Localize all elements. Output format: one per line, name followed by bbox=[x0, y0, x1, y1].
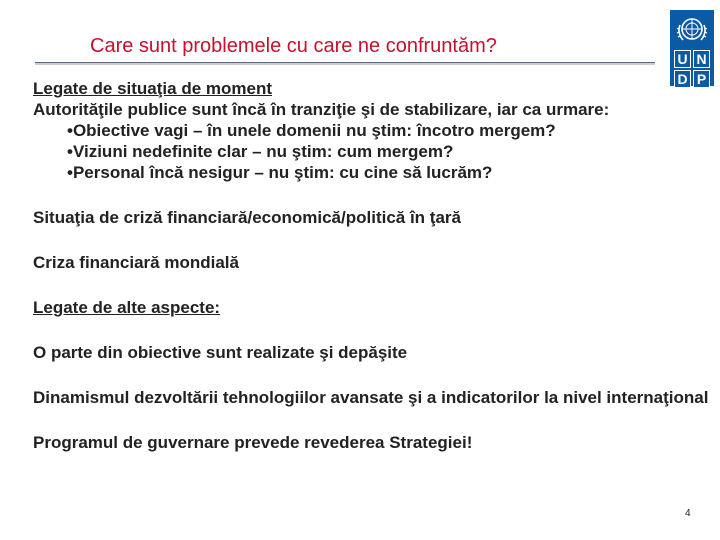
logo-letter: P bbox=[693, 70, 710, 88]
dynamism-text: Dinamismul dezvoltării tehnologiilor avansate şi a indicatorilor la nivel internaţional bbox=[33, 388, 709, 407]
title-underline bbox=[35, 62, 655, 65]
program-text: Programul de guvernare prevede revederea Strategiei! bbox=[33, 433, 473, 452]
bullet-item: •Personal încă nesigur – nu ştim: cu cine să lucrăm? bbox=[67, 163, 493, 182]
logo-letter: N bbox=[693, 50, 710, 68]
logo-letter: U bbox=[674, 50, 691, 68]
un-emblem-icon bbox=[675, 13, 709, 47]
intro-text: Autorităţile publice sunt încă în tranziţie şi de stabilizare, iar ca urmare: bbox=[33, 100, 610, 119]
page-number: 4 bbox=[685, 508, 691, 519]
objectives-text: O parte din obiective sunt realizate şi depăşite bbox=[33, 343, 408, 362]
slide-content bbox=[33, 78, 718, 453]
logo-letter: D bbox=[674, 70, 691, 88]
bullet-item: •Viziuni nedefinite clar – nu ştim: cum mergem? bbox=[67, 142, 454, 161]
undp-logo bbox=[670, 10, 714, 86]
crisis-country-text: Situaţia de criză financiară/economică/politică în ţară bbox=[33, 208, 461, 227]
crisis-world-text: Criza financiară mondială bbox=[33, 253, 239, 272]
section-heading-other: Legate de alte aspecte: bbox=[33, 298, 221, 317]
slide-title: Care sunt problemele cu care ne confruntăm? bbox=[90, 35, 497, 57]
bullet-item: •Obiective vagi – în unele domenii nu ştim: încotro mergem? bbox=[67, 121, 556, 140]
section-heading-current: Legate de situaţia de moment bbox=[33, 79, 272, 98]
